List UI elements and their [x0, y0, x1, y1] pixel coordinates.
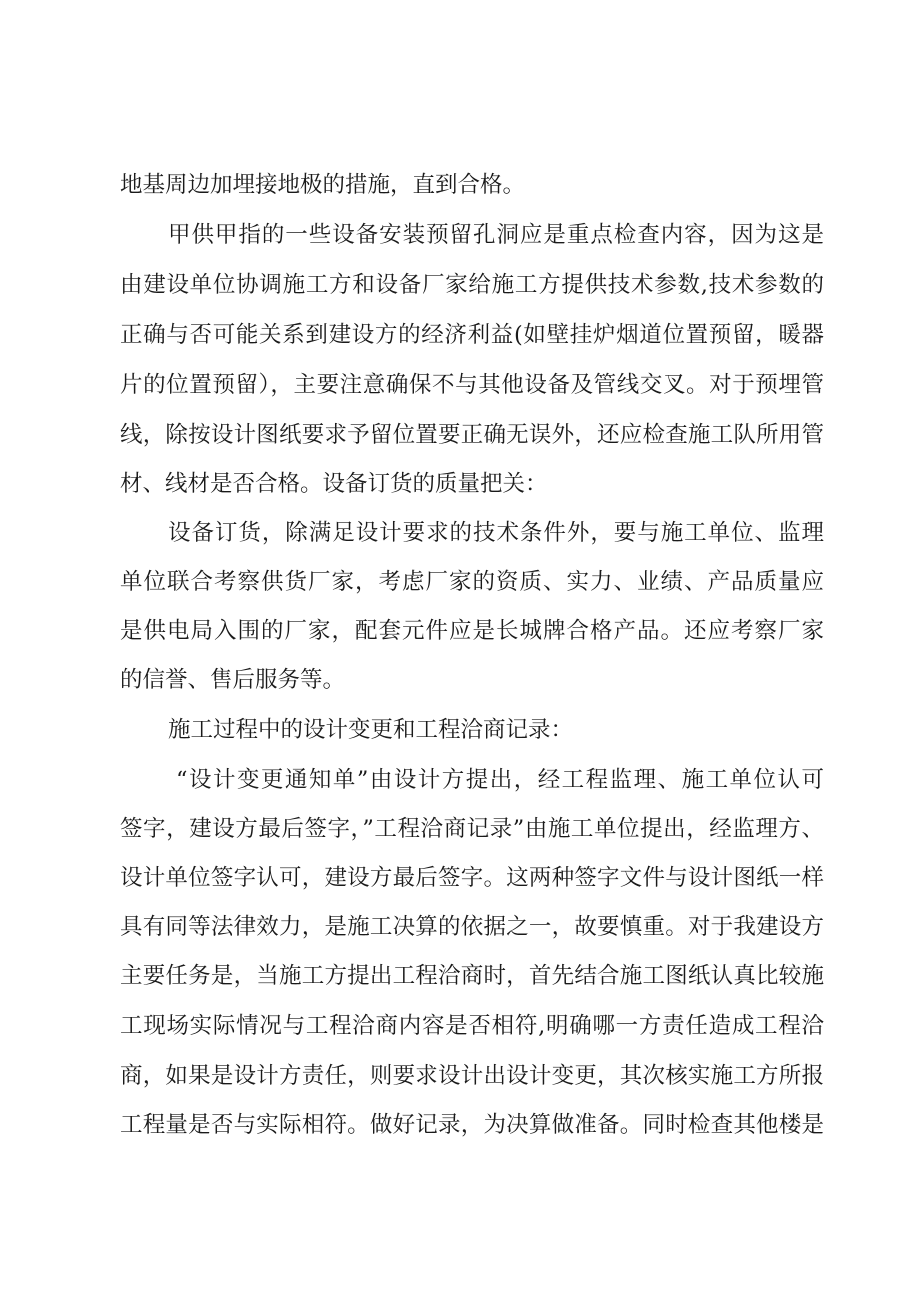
text-line: 正确与否可能关系到建设方的经济利益(如壁挂炉烟道位置预留，暖器 [120, 322, 824, 348]
text-line: 由建设单位协调施工方和设备厂家给施工方提供技术参数,技术参数的 [120, 272, 824, 298]
text-line: 商，如果是设计方责任，则要求设计出设计变更，其次核实施工方所报 [120, 1063, 824, 1089]
text-line: 的信誉、售后服务等。 [120, 667, 346, 693]
text-line: 是供电局入围的厂家，配套元件应是长城牌合格产品。还应考察厂家 [120, 618, 824, 644]
text-line: 主要任务是，当施工方提出工程洽商时，首先结合施工图纸认真比较施 [120, 963, 824, 989]
text-line: 设备订货，除满足设计要求的技术条件外，要与施工单位、监理 [168, 520, 824, 546]
text-line: 工程量是否与实际相符。做好记录，为决算做准备。同时检查其他楼是 [120, 1112, 824, 1138]
text-line: 施工过程中的设计变更和工程洽商记录： [168, 717, 574, 743]
text-line: 地基周边加埋接地极的措施，直到合格。 [120, 172, 526, 198]
text-line: 甲供甲指的一些设备安装预留孔洞应是重点检查内容，因为这是 [168, 222, 824, 248]
text-line: 签字，建设方最后签字，”工程洽商记录”由施工单位提出，经监理方、 [120, 816, 824, 842]
text-line: 工现场实际情况与工程洽商内容是否相符,明确哪一方责任造成工程洽 [120, 1013, 824, 1039]
text-line: 材、线材是否合格。设备订货的质量把关： [120, 471, 548, 497]
text-line: 设计单位签字认可，建设方最后签字。这两种签字文件与设计图纸一样 [120, 865, 824, 891]
text-line: 线，除按设计图纸要求予留位置要正确无误外，还应检查施工队所用管 [120, 422, 824, 448]
text-line: 片的位置预留），主要注意确保不与其他设备及管线交叉。对于预埋管 [120, 372, 824, 398]
text-line: “设计变更通知单”由设计方提出，经工程监理、施工单位认可 [176, 767, 824, 793]
text-line: 具有同等法律效力，是施工决算的依据之一，故要慎重。对于我建设方 [120, 914, 824, 940]
text-line: 单位联合考察供货厂家，考虑厂家的资质、实力、业绩、产品质量应 [120, 569, 824, 595]
